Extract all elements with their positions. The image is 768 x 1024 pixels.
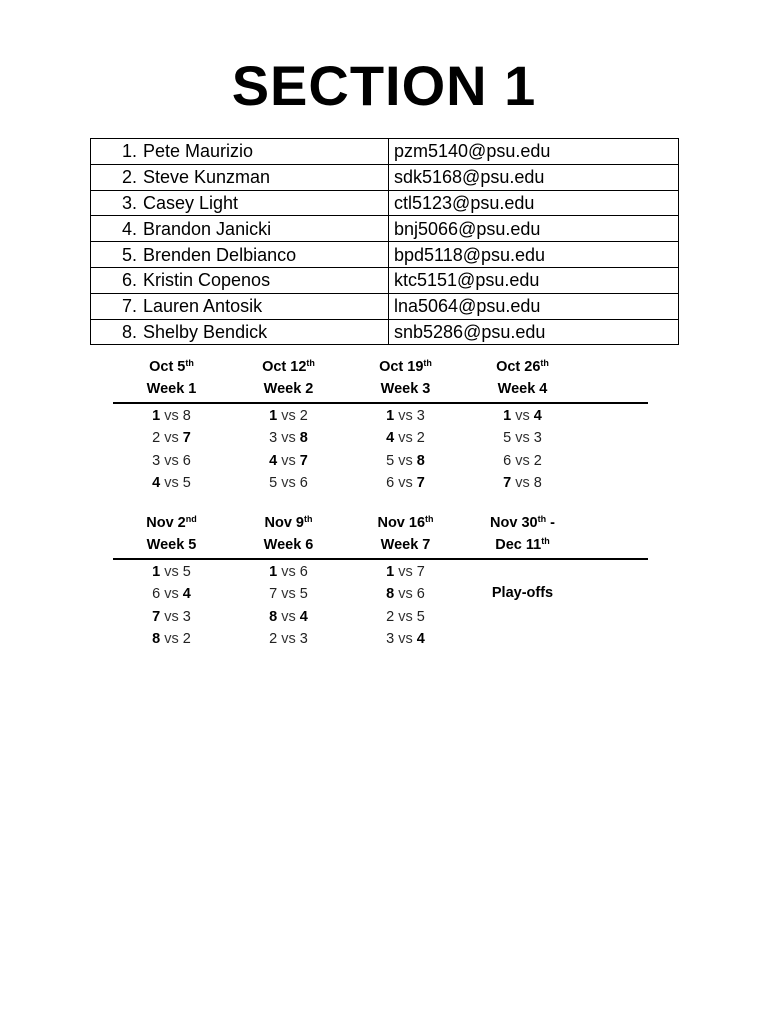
- player-email: lna5064@psu.edu: [389, 293, 679, 319]
- vs-label: vs: [515, 430, 530, 447]
- team-number: 3: [533, 430, 542, 447]
- week-matches: [464, 561, 581, 650]
- roster-row: [91, 293, 679, 319]
- player-email: snb5286@psu.edu: [389, 319, 679, 345]
- date-ordinal: th: [423, 358, 432, 368]
- vs-label: vs: [164, 608, 179, 625]
- matchup: [347, 583, 464, 605]
- date-ordinal: th: [540, 358, 549, 368]
- week-matches: [113, 405, 230, 494]
- week-label-text: Week 2: [263, 381, 314, 397]
- team-number: 4: [152, 474, 161, 491]
- week-header: [230, 512, 347, 558]
- vs-label: vs: [515, 452, 530, 469]
- vs-label: vs: [398, 586, 413, 603]
- team-number: 3: [182, 608, 191, 625]
- matchup: [347, 427, 464, 449]
- team-number: 3: [299, 630, 308, 647]
- date-ordinal: th: [185, 358, 194, 368]
- roster-name-cell: [91, 164, 389, 190]
- roster-name-cell: [91, 267, 389, 293]
- team-number: 2: [299, 408, 308, 424]
- matchup: [230, 405, 347, 427]
- player-name: Shelby Bendick: [143, 321, 268, 342]
- team-number: 1: [386, 564, 395, 580]
- date-ordinal: nd: [185, 514, 197, 524]
- date-ordinal: th: [537, 514, 547, 524]
- vs-label: vs: [398, 608, 413, 625]
- team-number: 3: [386, 630, 395, 647]
- matchup: [113, 427, 230, 449]
- team-number: 8: [299, 430, 308, 447]
- roster-number: 3.: [121, 192, 137, 213]
- team-number: 4: [416, 630, 425, 647]
- vs-label: vs: [164, 474, 179, 491]
- week-date: [113, 356, 230, 378]
- player-email: ctl5123@psu.edu: [389, 190, 679, 216]
- schedule-block-october: [113, 356, 648, 494]
- team-number: 1: [152, 564, 161, 580]
- week-date: [113, 512, 230, 534]
- player-email: bpd5118@psu.edu: [389, 242, 679, 268]
- week-label: [113, 534, 230, 556]
- vs-label: vs: [515, 474, 530, 491]
- vs-label: vs: [281, 430, 296, 447]
- team-number: 8: [386, 586, 395, 603]
- vs-label: vs: [281, 452, 296, 469]
- matchup: [230, 583, 347, 605]
- team-number: 3: [416, 408, 425, 424]
- matchup: [113, 472, 230, 494]
- matchup: [464, 405, 581, 427]
- date-ordinal: th: [425, 514, 434, 524]
- team-number: 2: [182, 630, 191, 647]
- matchup: [347, 472, 464, 494]
- week-header: [347, 512, 464, 558]
- team-number: 6: [386, 474, 395, 491]
- schedule-matches-row: [113, 404, 648, 494]
- matchup: [347, 606, 464, 628]
- schedule-header-row: [113, 356, 648, 404]
- week-date: [230, 512, 347, 534]
- roster-number: 2.: [121, 167, 137, 188]
- week-date: [230, 356, 347, 378]
- roster-row: [91, 242, 679, 268]
- vs-label: vs: [164, 564, 179, 580]
- vs-label: vs: [281, 408, 296, 424]
- week-matches: [113, 561, 230, 650]
- team-number: 7: [416, 474, 425, 491]
- roster-name-cell: [91, 139, 389, 165]
- roster-row: [91, 216, 679, 242]
- week-matches: [230, 561, 347, 650]
- team-number: 7: [269, 586, 278, 603]
- player-name: Lauren Antosik: [143, 296, 263, 317]
- matchup: [113, 583, 230, 605]
- team-number: 1: [269, 564, 278, 580]
- week-date-text: Nov 9: [264, 515, 304, 531]
- player-name: Brandon Janicki: [143, 218, 272, 239]
- roster-row: [91, 164, 679, 190]
- matchup: [113, 405, 230, 427]
- vs-label: vs: [164, 408, 179, 424]
- team-number: 4: [533, 408, 542, 424]
- team-number: 6: [416, 586, 425, 603]
- vs-label: vs: [398, 430, 413, 447]
- playoffs-note: Play-offs: [491, 585, 554, 601]
- matchup: [113, 561, 230, 583]
- schedule-header-row: [113, 512, 648, 560]
- week-date-text: Oct 26: [496, 359, 541, 375]
- team-number: 5: [386, 452, 395, 469]
- matchup: [464, 427, 581, 449]
- roster-name-cell: [91, 293, 389, 319]
- roster-row: [91, 139, 679, 165]
- week-label-text: Dec 11: [495, 537, 542, 553]
- matchup: [464, 450, 581, 472]
- team-number: 2: [386, 608, 395, 625]
- roster-number: 7.: [121, 296, 137, 317]
- week-label-text: Week 4: [497, 381, 548, 397]
- week-matches: [464, 405, 581, 494]
- week-label-text: Week 6: [263, 537, 314, 553]
- roster-table: [90, 138, 679, 345]
- week-label: [464, 534, 581, 556]
- roster-name-cell: [91, 319, 389, 345]
- vs-label: vs: [164, 586, 179, 603]
- schedule-matches-row: [113, 560, 648, 650]
- team-number: 5: [182, 474, 191, 491]
- team-number: 7: [152, 608, 161, 625]
- team-number: 3: [152, 452, 161, 469]
- matchup: [230, 561, 347, 583]
- week-header: [347, 356, 464, 402]
- roster-number: 6.: [121, 270, 137, 291]
- week-matches: [347, 405, 464, 494]
- week-date-text: Oct 12: [262, 359, 307, 375]
- matchup: [347, 561, 464, 583]
- team-number: 3: [269, 430, 278, 447]
- week-label-text: Week 3: [380, 381, 431, 397]
- team-number: 2: [269, 630, 278, 647]
- player-email: bnj5066@psu.edu: [389, 216, 679, 242]
- matchup: [347, 628, 464, 650]
- roster-row: [91, 267, 679, 293]
- vs-label: vs: [281, 586, 296, 603]
- matchup: [347, 450, 464, 472]
- team-number: 2: [152, 430, 161, 447]
- matchup: [230, 606, 347, 628]
- roster-name-cell: [91, 242, 389, 268]
- week-date-text: Nov 30: [490, 515, 538, 531]
- week-date-text: Nov 16: [377, 515, 426, 531]
- week-header: [113, 512, 230, 558]
- team-number: 2: [416, 430, 425, 447]
- week-label: [113, 378, 230, 400]
- player-name: Brenden Delbianco: [143, 244, 297, 265]
- date-ordinal: th: [541, 536, 550, 546]
- team-number: 2: [533, 452, 542, 469]
- team-number: 8: [269, 608, 278, 625]
- week-label: [347, 378, 464, 400]
- roster-row: [91, 190, 679, 216]
- week-matches: [347, 561, 464, 650]
- matchup: [230, 427, 347, 449]
- team-number: 8: [533, 474, 542, 491]
- week-label-text: Week 5: [146, 537, 197, 553]
- week-label: [230, 378, 347, 400]
- week-label: [464, 378, 581, 400]
- player-email: ktc5151@psu.edu: [389, 267, 679, 293]
- matchup: [230, 628, 347, 650]
- vs-label: vs: [281, 564, 296, 580]
- player-name: Steve Kunzman: [143, 167, 271, 188]
- team-number: 7: [182, 430, 191, 447]
- team-number: 6: [299, 474, 308, 491]
- team-number: 4: [386, 430, 395, 447]
- team-number: 5: [182, 564, 191, 580]
- player-name: Kristin Copenos: [143, 270, 271, 291]
- team-number: 4: [299, 608, 308, 625]
- team-number: 5: [299, 586, 308, 603]
- team-number: 8: [152, 630, 161, 647]
- roster-row: [91, 319, 679, 345]
- matchup: [230, 450, 347, 472]
- vs-label: vs: [398, 408, 413, 424]
- team-number: 4: [182, 586, 191, 603]
- team-number: 5: [269, 474, 278, 491]
- matchup: [113, 628, 230, 650]
- team-number: 6: [182, 452, 191, 469]
- date-range-dash: -: [546, 515, 555, 531]
- team-number: 8: [182, 408, 191, 424]
- team-number: 6: [152, 586, 161, 603]
- week-label-text: Week 1: [146, 381, 197, 397]
- vs-label: vs: [164, 630, 179, 647]
- team-number: 1: [269, 408, 278, 424]
- week-header: [464, 356, 581, 402]
- schedule-block-november: [113, 512, 648, 650]
- roster-number: 8.: [121, 321, 137, 342]
- vs-label: vs: [515, 408, 530, 424]
- week-date-text: Oct 5: [149, 359, 186, 375]
- date-ordinal: th: [306, 358, 315, 368]
- vs-label: vs: [281, 630, 296, 647]
- week-date: [464, 512, 581, 534]
- week-date: [464, 356, 581, 378]
- matchup: [347, 405, 464, 427]
- roster-number: 1.: [121, 141, 137, 162]
- vs-label: vs: [164, 452, 179, 469]
- team-number: 1: [152, 408, 161, 424]
- team-number: 1: [386, 408, 395, 424]
- matchup: [113, 450, 230, 472]
- team-number: 8: [416, 452, 425, 469]
- week-date: [347, 512, 464, 534]
- team-number: 4: [269, 452, 278, 469]
- matchup: [230, 472, 347, 494]
- roster-name-cell: [91, 216, 389, 242]
- page-title: SECTION 1: [231, 54, 537, 117]
- vs-label: vs: [281, 608, 296, 625]
- team-number: 6: [503, 452, 512, 469]
- player-email: sdk5168@psu.edu: [389, 164, 679, 190]
- team-number: 7: [299, 452, 308, 469]
- player-name: Pete Maurizio: [143, 141, 254, 162]
- team-number: 7: [416, 564, 425, 580]
- vs-label: vs: [398, 630, 413, 647]
- week-label-text: Week 7: [380, 537, 431, 553]
- week-date-text: Oct 19: [379, 359, 424, 375]
- week-label: [230, 534, 347, 556]
- week-matches: [230, 405, 347, 494]
- week-label: [347, 534, 464, 556]
- vs-label: vs: [281, 474, 296, 491]
- team-number: 1: [503, 408, 512, 424]
- team-number: 6: [299, 564, 308, 580]
- team-number: 5: [503, 430, 512, 447]
- week-date: [347, 356, 464, 378]
- matchup: [113, 606, 230, 628]
- vs-label: vs: [398, 474, 413, 491]
- roster-name-cell: [91, 190, 389, 216]
- team-number: 5: [416, 608, 425, 625]
- vs-label: vs: [398, 564, 413, 580]
- vs-label: vs: [164, 430, 179, 447]
- matchup: [464, 472, 581, 494]
- week-header: [464, 512, 581, 558]
- player-name: Casey Light: [143, 192, 239, 213]
- player-email: pzm5140@psu.edu: [389, 139, 679, 165]
- roster-number: 4.: [121, 218, 137, 239]
- week-header: [230, 356, 347, 402]
- date-ordinal: th: [304, 514, 313, 524]
- week-date-text: Nov 2: [146, 515, 186, 531]
- team-number: 7: [503, 474, 512, 491]
- vs-label: vs: [398, 452, 413, 469]
- roster-number: 5.: [121, 244, 137, 265]
- week-header: [113, 356, 230, 402]
